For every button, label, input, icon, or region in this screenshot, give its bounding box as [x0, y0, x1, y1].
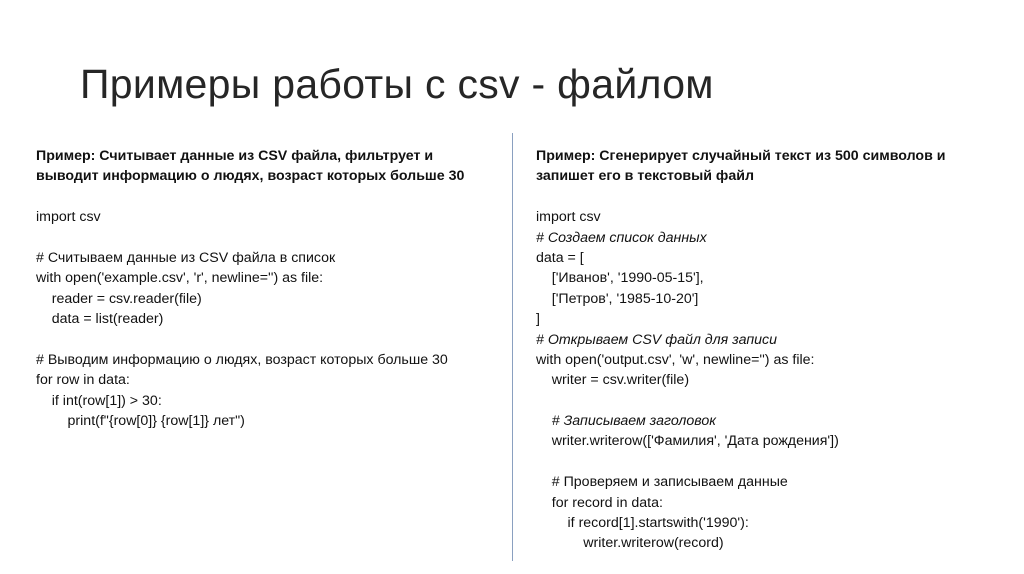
code-line: if record[1].startswith('1990'): [536, 515, 749, 532]
blank-line [536, 187, 1006, 207]
code-comment-line: # Выводим информацию о людях, возраст которых больше 30 [36, 351, 448, 368]
code-line: import csv [36, 209, 101, 226]
code-line: writer.writerow(['Фамилия', 'Дата рождения']) [536, 433, 839, 450]
column-divider [512, 133, 513, 561]
code-line: writer.writerow(record) [536, 535, 724, 552]
right-heading-line: запишет его в текстовый файл [536, 168, 754, 185]
code-line: data = [ [536, 249, 584, 266]
code-comment-line: # Открываем CSV файл для записи [536, 331, 777, 348]
code-line: import csv [536, 209, 601, 226]
code-line: ] [536, 311, 540, 328]
code-line: for row in data: [36, 372, 130, 389]
slide-title: Примеры работы с csv - файлом [80, 61, 714, 107]
code-line: for record in data: [536, 494, 663, 511]
left-heading-line: выводит информацию о людях, возраст которых больше 30 [36, 168, 465, 185]
right-column [536, 146, 1006, 554]
code-line: ['Иванов', '1990-05-15'], [536, 270, 704, 287]
blank-line [536, 391, 1006, 411]
code-comment-line: # Считываем данные из CSV файла в список [36, 249, 336, 266]
code-line: with open('output.csv', 'w', newline='') as file: [536, 351, 815, 368]
code-line: writer = csv.writer(file) [536, 372, 690, 389]
code-line: data = list(reader) [36, 311, 164, 328]
code-line: reader = csv.reader(file) [36, 290, 202, 307]
blank-line [36, 228, 506, 248]
code-comment-line: # Создаем список данных [536, 229, 707, 246]
code-line: with open('example.csv', 'r', newline='') as file: [36, 270, 324, 287]
left-heading-line: Пример: Считывает данные из CSV файла, фильтрует и [36, 148, 434, 164]
left-column [36, 146, 506, 431]
code-line: ['Петров', '1985-10-20'] [536, 290, 699, 307]
blank-line [36, 187, 506, 207]
code-comment-line: # Проверяем и записываем данные [536, 474, 788, 491]
blank-line [36, 330, 506, 350]
code-comment-line: # Записываем заголовок [536, 413, 716, 430]
right-heading-line: Пример: Сгенерирует случайный текст из 500 символов и [536, 148, 946, 164]
blank-line [536, 452, 1006, 472]
code-line: if int(row[1]) > 30: [36, 392, 162, 409]
code-line: print(f"{row[0]} {row[1]} лет") [36, 413, 245, 430]
